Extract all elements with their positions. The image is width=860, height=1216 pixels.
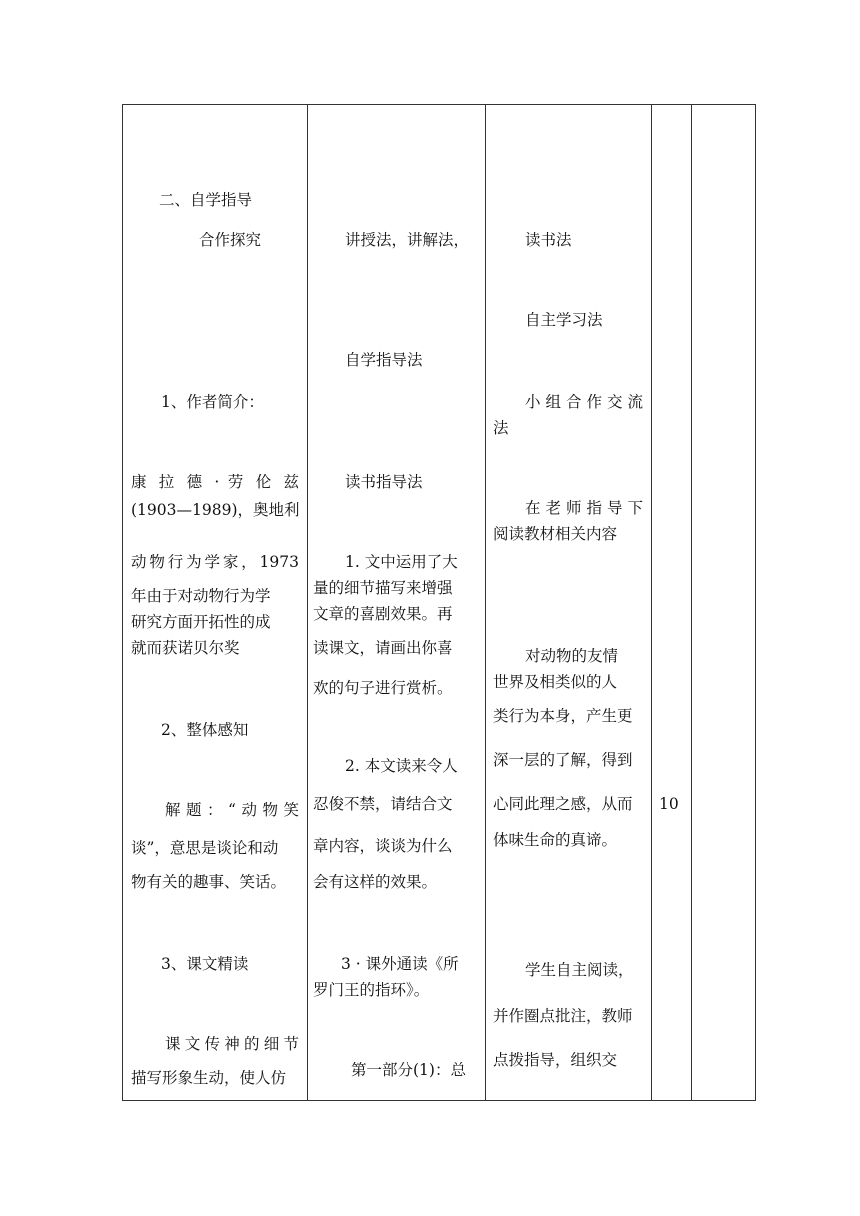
title-explain-line: 解题：“动物笑 [165, 801, 299, 819]
author-text-line: 动物行为学家，1973 [131, 553, 299, 571]
goal-line: 体味生命的真谛。 [493, 831, 618, 849]
author-text-line: (1903—1989)，奥地利 [131, 501, 300, 519]
question-line: 会有这样的效果。 [313, 873, 438, 891]
author-text-line: 研究方面开拓性的成 [131, 613, 271, 631]
goal-line: 心同此理之感，从而 [493, 795, 633, 813]
question-line: 2. 本文读来令人 [345, 757, 458, 775]
study-method: 小 组 合 作 交 流 [525, 393, 643, 411]
time-value: 10 [659, 795, 679, 813]
section-title: 二、自学指导 [159, 191, 253, 209]
column-divider [651, 105, 652, 1100]
part-text: 第一部分(1)：总 [351, 1061, 466, 1079]
heading-author-intro: 1、作者简介： [161, 393, 264, 411]
section-subtitle: 合作探究 [199, 231, 262, 249]
column-divider [691, 105, 692, 1100]
column-divider [485, 105, 486, 1100]
title-explain-line: 谈”，意思是谈论和动 [131, 839, 279, 857]
author-text-line: 就而获诺贝尔奖 [131, 639, 240, 657]
author-text-line: 康 拉 德 · 劳 伦 兹 [131, 473, 299, 491]
question-line: 罗门王的指环》。 [313, 981, 430, 999]
question-line: 3 · 课外通读《所 [341, 955, 459, 973]
question-line: 忍俊不禁，请结合文 [313, 795, 453, 813]
study-method: 法 [493, 419, 509, 437]
lesson-plan-table [122, 104, 756, 1101]
study-method: 在 老 师 指 导 下 [525, 499, 643, 517]
study-method: 读书法 [525, 231, 572, 249]
question-line: 欢的句子进行赏析。 [313, 679, 453, 697]
activity-line: 学生自主阅读， [525, 961, 634, 979]
goal-line: 类行为本身，产生更 [493, 707, 633, 725]
method-text: 读书指导法 [345, 473, 423, 491]
study-method: 自主学习法 [525, 311, 603, 329]
heading-close-reading: 3、课文精读 [161, 955, 249, 973]
question-line: 1. 文中运用了大 [345, 553, 458, 571]
question-line: 量的细节描写来增强 [313, 579, 453, 597]
title-explain-line: 物有关的趣事、笑话。 [131, 873, 287, 891]
detail-text-line: 课文传神的细节 [165, 1035, 299, 1053]
goal-line: 世界及相类似的人 [493, 673, 618, 691]
column-divider [307, 105, 308, 1100]
method-text: 讲授法，讲解法， [345, 231, 470, 249]
method-text: 自学指导法 [345, 351, 423, 369]
question-line: 章内容，谈谈为什么 [313, 837, 453, 855]
question-line: 文章的喜剧效果。再 [313, 605, 453, 623]
study-method: 阅读教材相关内容 [493, 525, 618, 543]
goal-line: 深一层的了解，得到 [493, 751, 633, 769]
heading-overall: 2、整体感知 [161, 721, 249, 739]
author-text-line: 年由于对动物行为学 [131, 587, 271, 605]
goal-line: 对动物的友情 [525, 647, 619, 665]
detail-text-line: 描写形象生动，使人仿 [131, 1069, 287, 1087]
activity-line: 点拨指导，组织交 [493, 1051, 618, 1069]
question-line: 读课文，请画出你喜 [313, 639, 453, 657]
activity-line: 并作圈点批注，教师 [493, 1007, 633, 1025]
